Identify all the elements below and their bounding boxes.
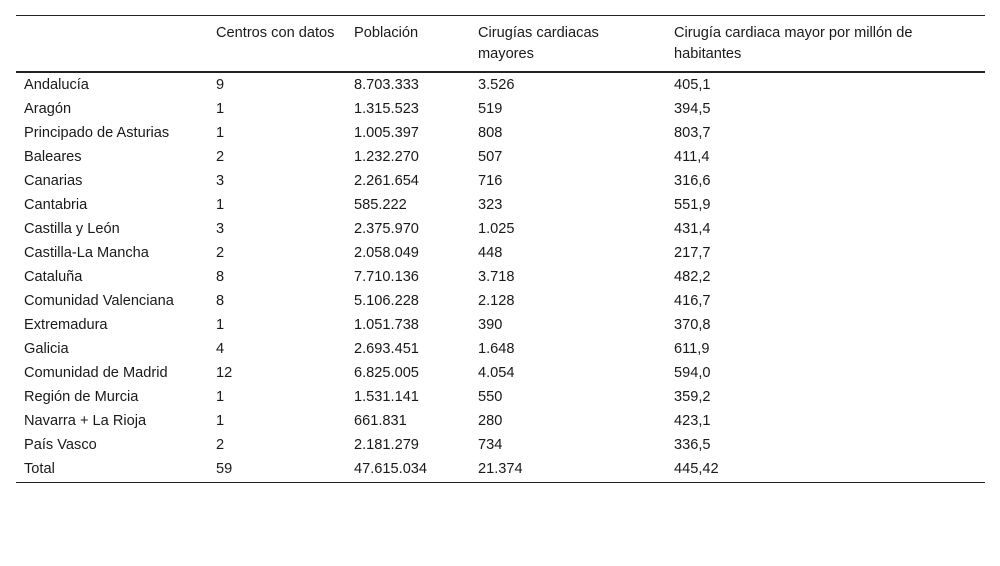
cell-surgeries: 3.718 [478, 269, 515, 285]
cell-centers: 3 [216, 173, 225, 189]
cell-centers: 1 [216, 389, 225, 405]
table-row [16, 122, 985, 146]
cell-population: 2.058.049 [354, 245, 419, 261]
cell-centers: 59 [216, 461, 233, 477]
table-header-row [16, 16, 985, 73]
cell-region: Cataluña [24, 269, 83, 285]
cell-rate: 482,2 [674, 269, 711, 285]
cell-centers: 2 [216, 149, 225, 165]
cell-surgeries: 716 [478, 173, 503, 189]
cell-region: Castilla y León [24, 221, 120, 237]
cell-surgeries: 3.526 [478, 77, 515, 93]
table-row [16, 362, 985, 386]
cell-centers: 1 [216, 101, 225, 117]
cell-region: País Vasco [24, 437, 97, 453]
table-row [16, 98, 985, 122]
table-row [16, 338, 985, 362]
cell-population: 1.315.523 [354, 101, 419, 117]
cell-region: Galicia [24, 341, 69, 357]
cell-centers: 2 [216, 245, 225, 261]
cell-rate: 316,6 [674, 173, 711, 189]
cell-region: Andalucía [24, 77, 89, 93]
cell-surgeries: 550 [478, 389, 503, 405]
cell-surgeries: 323 [478, 197, 503, 213]
cell-surgeries: 390 [478, 317, 503, 333]
cell-centers: 8 [216, 293, 225, 309]
cell-region: Región de Murcia [24, 389, 139, 405]
surgery-table-container [16, 15, 985, 483]
cell-rate: 416,7 [674, 293, 711, 309]
cell-rate: 611,9 [674, 341, 710, 357]
table-row [16, 290, 985, 314]
cell-population: 7.710.136 [354, 269, 419, 285]
cell-population: 2.261.654 [354, 173, 419, 189]
cell-region: Comunidad Valenciana [24, 293, 174, 309]
cell-region: Comunidad de Madrid [24, 365, 168, 381]
table-row [16, 242, 985, 266]
cell-surgeries: 734 [478, 437, 503, 453]
cell-region: Aragón [24, 101, 72, 117]
cardiac-surgery-table [16, 15, 985, 483]
cell-rate: 551,9 [674, 197, 711, 213]
cell-centers: 2 [216, 437, 225, 453]
cell-surgeries: 21.374 [478, 461, 523, 477]
cell-rate: 370,8 [674, 317, 711, 333]
cell-surgeries: 448 [478, 245, 503, 261]
table-row [16, 218, 985, 242]
table-row [16, 266, 985, 290]
table-row [16, 170, 985, 194]
cell-rate: 359,2 [674, 389, 711, 405]
header-rate-per-million: Cirugía cardiaca mayor por millón de habitantes [674, 25, 913, 62]
cell-centers: 1 [216, 413, 225, 429]
cell-centers: 9 [216, 77, 225, 93]
table-row [16, 146, 985, 170]
table-row [16, 434, 985, 458]
cell-centers: 1 [216, 125, 225, 141]
header-centers: Centros con datos [216, 25, 335, 41]
table-row [16, 314, 985, 338]
cell-region: Baleares [24, 149, 82, 165]
cell-region: Castilla-La Mancha [24, 245, 149, 261]
cell-population: 2.375.970 [354, 221, 419, 237]
cell-rate: 594,0 [674, 365, 711, 381]
cell-population: 1.005.397 [354, 125, 419, 141]
cell-region: Principado de Asturias [24, 125, 170, 141]
cell-rate: 423,1 [674, 413, 711, 429]
cell-rate: 411,4 [674, 149, 710, 165]
table-row [16, 386, 985, 410]
header-surgeries: Cirugías cardiacas mayores [478, 25, 599, 62]
table-row [16, 72, 985, 98]
cell-region: Navarra + La Rioja [24, 413, 147, 429]
cell-population: 1.232.270 [354, 149, 419, 165]
cell-surgeries: 2.128 [478, 293, 515, 309]
cell-population: 585.222 [354, 197, 407, 213]
cell-population: 8.703.333 [354, 77, 419, 93]
cell-centers: 3 [216, 221, 225, 237]
cell-centers: 1 [216, 197, 225, 213]
cell-region: Canarias [24, 173, 83, 189]
cell-population: 2.181.279 [354, 437, 419, 453]
cell-surgeries: 4.054 [478, 365, 515, 381]
header-population: Población [354, 25, 419, 41]
cell-surgeries: 1.648 [478, 341, 515, 357]
cell-surgeries: 808 [478, 125, 503, 141]
cell-population: 2.693.451 [354, 341, 419, 357]
cell-population: 6.825.005 [354, 365, 419, 381]
cell-population: 1.051.738 [354, 317, 419, 333]
cell-centers: 4 [216, 341, 225, 357]
cell-rate: 445,42 [674, 461, 719, 477]
cell-centers: 1 [216, 317, 225, 333]
cell-population: 47.615.034 [354, 461, 428, 477]
cell-surgeries: 507 [478, 149, 503, 165]
table-row [16, 194, 985, 218]
cell-rate: 803,7 [674, 125, 711, 141]
cell-region: Cantabria [24, 197, 88, 213]
cell-surgeries: 280 [478, 413, 503, 429]
cell-rate: 431,4 [674, 221, 711, 237]
cell-rate: 217,7 [674, 245, 711, 261]
cell-region: Extremadura [24, 317, 108, 333]
cell-rate: 394,5 [674, 101, 711, 117]
header-region [16, 16, 208, 73]
cell-surgeries: 1.025 [478, 221, 515, 237]
cell-population: 1.531.141 [354, 389, 419, 405]
cell-region: Total [24, 461, 55, 477]
cell-population: 661.831 [354, 413, 407, 429]
table-row-total [16, 458, 985, 483]
cell-centers: 12 [216, 365, 233, 381]
cell-rate: 405,1 [674, 77, 711, 93]
table-row [16, 410, 985, 434]
cell-centers: 8 [216, 269, 225, 285]
cell-surgeries: 519 [478, 101, 503, 117]
cell-population: 5.106.228 [354, 293, 419, 309]
cell-rate: 336,5 [674, 437, 711, 453]
